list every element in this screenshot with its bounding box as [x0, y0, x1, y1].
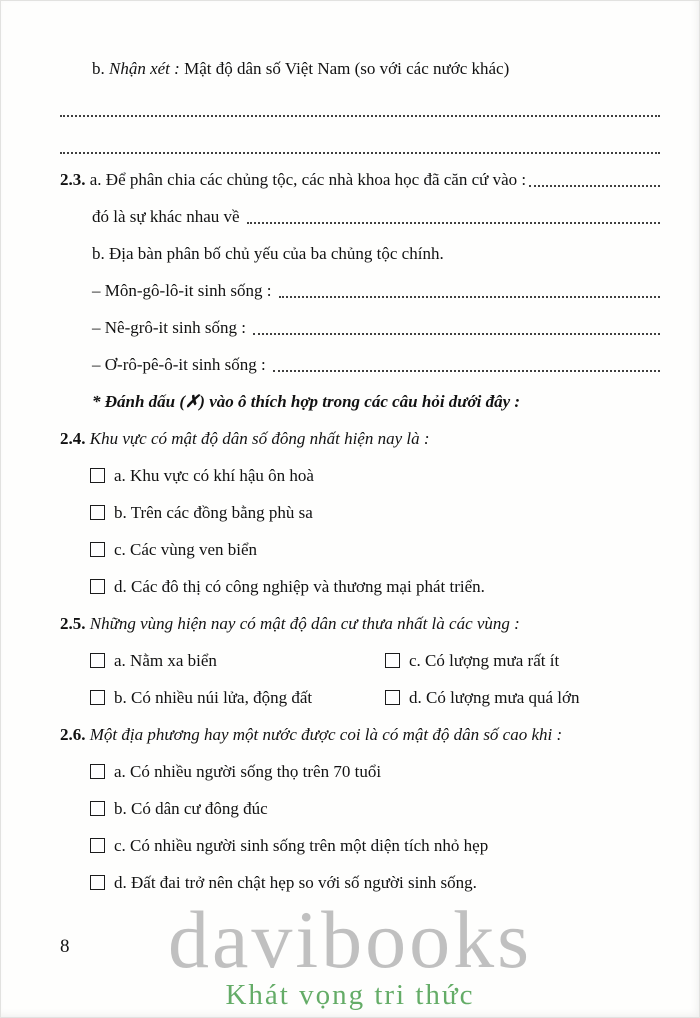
fill-in-dots [247, 222, 660, 224]
option-2-6-b [60, 798, 660, 820]
fill-in-dots [253, 333, 660, 335]
watermark [0, 894, 700, 1012]
option-label: b. Trên các đồng bằng phù sa [114, 503, 313, 522]
fill-in-dots [273, 370, 660, 372]
option-2-4-c [60, 539, 660, 561]
checkbox[interactable] [90, 579, 105, 594]
instruction-line [60, 391, 660, 413]
option-2-6-a [60, 761, 660, 783]
option-label: b. Có nhiều núi lửa, động đất [114, 688, 313, 707]
option-2-4-d [60, 576, 660, 598]
option-2-5-c [385, 650, 660, 672]
checkbox[interactable] [385, 690, 400, 705]
option-2-4-b [60, 502, 660, 524]
checkbox[interactable] [90, 542, 105, 557]
option-label: c. Có nhiều người sinh sống trên một diện tích nhỏ hẹp [114, 836, 489, 855]
checkbox[interactable] [90, 468, 105, 483]
option-row-2-5-1 [60, 650, 660, 672]
option-2-6-d [60, 872, 660, 894]
question-2-5-text: 2.5. Những vùng hiện nay có mật độ dân cư thưa nhất là các vùng : [60, 614, 520, 633]
option-label: a. Nằm xa biển [114, 651, 217, 670]
question-2-3-a2-text: đó là sự khác nhau về [92, 207, 244, 226]
question-2-3-a2 [60, 206, 660, 228]
answer-dotted-line [60, 95, 660, 117]
option-label: c. Có lượng mưa rất ít [409, 651, 560, 670]
checkbox[interactable] [90, 838, 105, 853]
question-2-5 [60, 613, 660, 635]
race-line-text: – Môn-gô-lô-it sinh sống : [92, 281, 276, 300]
race-line-text: – Ơ-rô-pê-ô-it sinh sống : [92, 355, 271, 374]
question-2-3-a [60, 169, 660, 191]
watermark-brand: davibooks [167, 894, 533, 985]
option-label: a. Có nhiều người sống thọ trên 70 tuổi [114, 762, 382, 781]
note-text: b. Nhận xét : Mật độ dân số Việt Nam (so với các nước khác) [92, 59, 510, 78]
question-2-6 [60, 724, 660, 746]
checkbox[interactable] [90, 653, 105, 668]
race-line-europoid [60, 354, 660, 376]
note-line [60, 58, 660, 80]
option-2-5-d [385, 687, 660, 709]
option-label: a. Khu vực có khí hậu ôn hoà [114, 466, 314, 485]
checkbox[interactable] [385, 653, 400, 668]
option-2-5-a [90, 650, 385, 672]
fill-in-dots [279, 296, 660, 298]
option-2-4-a [60, 465, 660, 487]
checkbox[interactable] [90, 875, 105, 890]
race-line-mongoloid [60, 280, 660, 302]
race-line-negroid [60, 317, 660, 339]
option-label: b. Có dân cư đông đúc [114, 799, 268, 818]
checkbox[interactable] [90, 764, 105, 779]
option-label: d. Đất đai trở nên chật hẹp so với số người sinh sống. [114, 873, 477, 892]
race-line-text: – Nê-grô-it sinh sống : [92, 318, 251, 337]
question-2-3-b-text: b. Địa bàn phân bố chủ yếu của ba chủng tộc chính. [92, 244, 444, 263]
checkbox[interactable] [90, 505, 105, 520]
page-content [60, 58, 660, 909]
option-row-2-5-2 [60, 687, 660, 709]
question-2-6-text: 2.6. Một địa phương hay một nước được coi là có mật độ dân số cao khi : [60, 725, 563, 744]
question-2-3-b [60, 243, 660, 265]
instruction-text: * Đánh dấu (✗) vào ô thích hợp trong các câu hỏi dưới đây : [92, 392, 521, 411]
checkbox[interactable] [90, 690, 105, 705]
option-label: c. Các vùng ven biển [114, 540, 258, 559]
option-2-5-b [90, 687, 385, 709]
question-2-4-text: 2.4. Khu vực có mật độ dân số đông nhất hiện nay là : [60, 429, 430, 448]
checkbox[interactable] [90, 801, 105, 816]
watermark-slogan: Khát vọng tri thức [225, 979, 475, 1011]
answer-dotted-line [60, 132, 660, 154]
question-2-3-a-text: 2.3. a. Để phân chia các chủng tộc, các nhà khoa học đã căn cứ vào : [60, 170, 527, 189]
option-label: d. Có lượng mưa quá lớn [409, 688, 580, 707]
fill-in-dots [529, 185, 660, 187]
option-label: d. Các đô thị có công nghiệp và thương mại phát triển. [114, 577, 485, 596]
question-2-4 [60, 428, 660, 450]
option-2-6-c [60, 835, 660, 857]
page-number: 8 [60, 936, 70, 957]
